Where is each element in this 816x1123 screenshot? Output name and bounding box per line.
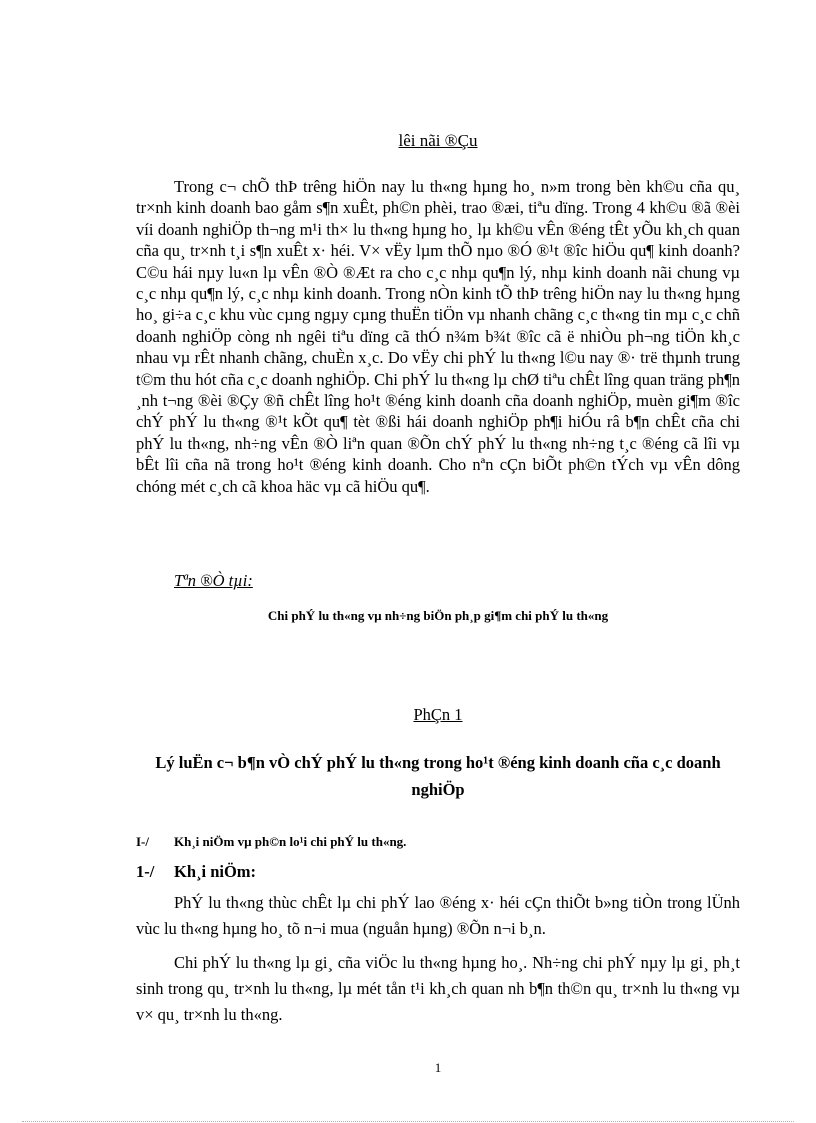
section-title: Kh¸i niÖm vµ ph©n lo¹i chi phÝ lu th«ng. xyxy=(174,834,407,849)
part-label: PhÇn 1 xyxy=(413,705,463,724)
body-paragraph: Chi phÝ lu th«ng lµ gi¸ cña viÖc lu th«ng hµng ho¸. Nh÷ng chi phÝ nµy lµ gi¸ ph¸t sinh trong qu¸ tr×nh lu th«ng, lµ mét tån t¹i kh¸ch quan nh b¶n th©n qu¸ tr×nh lu th«ng vµ v× qu¸ tr×nh lu th«ng. xyxy=(136,953,740,1024)
subsection-title: Kh¸i niÖm: xyxy=(174,862,257,881)
body-paragraph: PhÝ lu th«ng thùc chÊt lµ chi phÝ lao ®éng x· héi cÇn thiÕt b»ng tiÒn trong lÜnh vùc lu th«ng hµng ho¸ tõ n¬i mua (nguån hµng) ®Õn n¬i b¸n. xyxy=(136,893,740,938)
subsection-number: 1-/ xyxy=(136,862,155,881)
intro-paragraph: Trong c¬ chÕ thÞ trêng hiÖn nay lu th«ng hµng ho¸ n»m trong bèn kh©u cña qu¸ tr×nh kinh doanh bao gåm s¶n xuÊt, ph©n phèi, trao ®æi, tiªu dïng. Trong 4 kh©u ®ã ®èi víi doanh nghiÖp th¬ng m¹i th× lu th«ng hµng ho¸ lµ kh©u vÊn ®éng tÊt yÕu kh¸ch quan cña qu¸ tr×nh t¸i s¶n xuÊt x· héi. V× vËy lµm thÕ nµo ®Ó ®¹t ®îc hiÖu qu¶ kinh doanh? C©u hái nµy lu«n lµ vÊn ®Ò ®Æt ra cho c¸c nhµ qu¶n lý, nhµ kinh doanh nãi chung vµ c¸c nhµ qu¶n lý, c¸c nhµ kinh doanh. Trong nÒn kinh tÕ thÞ trêng hiÖn nay lu th«ng hµng ho¸ gi÷a c¸c khu vùc cµng ngµy cµng thuËn tiÖn vµ nhanh chãng c¸c th«ng tin mµ c¸c chñ doanh nghiÖp còng nh ngêi tiªu dïng cã thÓ n¾m b¾t ®îc cã ë nhiÒu ph¬ng tiÖn kh¸c nhau vµ rÊt nhanh chãng, chuÈn x¸c. Do vËy chi phÝ lu th«ng l©u nay ®· trë thµnh trung t©m thu hót cña c¸c doanh nghiÖp. Chi phÝ lu th«ng lµ chØ tiªu chÊt lîng quan träng ph¶n ¸nh t¬ng ®èi ®Çy ®ñ chÊt lîng ho¹t ®éng kinh doanh cña doanh nghiÖp, muèn gi¶m ®îc chÝ phÝ lu th«ng ®¹t kÕt qu¶ tèt ®ßi hái doanh nghiÖp ph¶i hiÓu râ b¶n chÊt cña chi phÝ lu th«ng, nh÷ng vÊn ®Ò liªn quan ®Õn chÝ phÝ lu th«ng nh÷ng t¸c ®éng cã lîi vµ bÊt lîi cña nã trong ho¹t ®éng kinh doanh. Cho nªn cÇn biÕt ph©n tÝch vµ vÊn dông chóng mét c¸ch cã khoa häc vµ cã hiÖu qu¶. xyxy=(136,177,740,496)
page-number: 1 xyxy=(434,1060,442,1075)
document-title: lêi nãi ®Çu xyxy=(398,131,478,150)
subsection-heading xyxy=(136,862,256,882)
topic-title: Chi phÝ lu th«ng vµ nh÷ng biÖn ph¸p gi¶m chi phÝ lu th«ng xyxy=(267,608,609,623)
part-title: Lý luËn c¬ b¶n vÒ chÝ phÝ lu th«ng trong ho¹t ®éng kinh doanh cña c¸c doanh nghiÖp xyxy=(155,753,721,799)
section-heading xyxy=(136,834,406,850)
page-bottom-rule xyxy=(22,1121,794,1122)
topic-label: Tªn ®Ò tµi: xyxy=(174,571,253,590)
section-number: I-/ xyxy=(136,834,149,849)
